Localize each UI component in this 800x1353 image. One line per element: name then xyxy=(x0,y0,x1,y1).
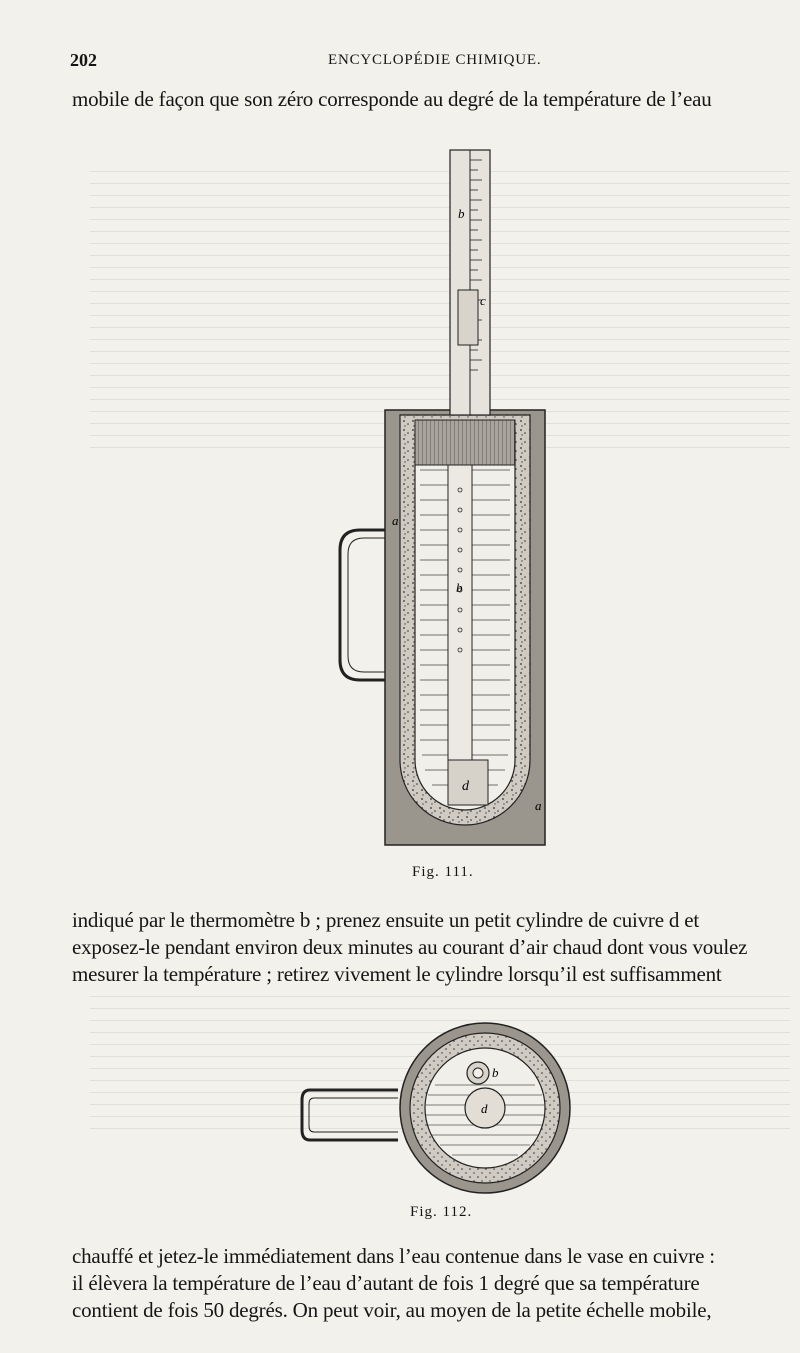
fig111-label-c: c xyxy=(480,293,486,308)
page-number: 202 xyxy=(70,50,97,70)
text-line: il élèvera la température de l’eau d’autant de fois 1 degré que sa température xyxy=(72,1271,700,1295)
figure-111-illustration xyxy=(330,140,560,860)
text-line: exposez-le pendant environ deux minutes au courant d’air chaud dont vous voulez xyxy=(72,935,748,959)
figure-111-caption: Fig. 111. xyxy=(412,864,474,880)
fig112-label-b: b xyxy=(492,1065,499,1080)
text-line: mesurer la température ; retirez vivement le cylindre lorsqu’il est suffisamment xyxy=(72,962,722,986)
text-line: chauffé et jetez-le immédiatement dans l’eau contenue dans le vase en cuivre : xyxy=(72,1244,715,1268)
fig112-label-d: d xyxy=(481,1101,488,1116)
fig111-label-a-right: a xyxy=(535,798,542,813)
fig111-label-b-lower: b xyxy=(456,580,463,595)
fig111-label-a-left: a xyxy=(392,513,399,528)
running-title: ENCYCLOPÉDIE CHIMIQUE. xyxy=(328,52,542,68)
fig111-label-b-upper: b xyxy=(458,206,465,221)
text-line: contient de fois 50 degrés. On peut voir, au moyen de la petite échelle mobile, xyxy=(72,1298,712,1322)
running-header xyxy=(70,50,550,74)
text-line: indiqué par le thermomètre b ; prenez ensuite un petit cylindre de cuivre d et xyxy=(72,908,699,932)
text-line-top: mobile de façon que son zéro corresponde au degré de la température de l’eau xyxy=(72,87,712,111)
figure-112-caption: Fig. 112. xyxy=(410,1204,473,1220)
fig111-label-d: d xyxy=(462,779,469,794)
figure-112-illustration xyxy=(300,1015,570,1190)
